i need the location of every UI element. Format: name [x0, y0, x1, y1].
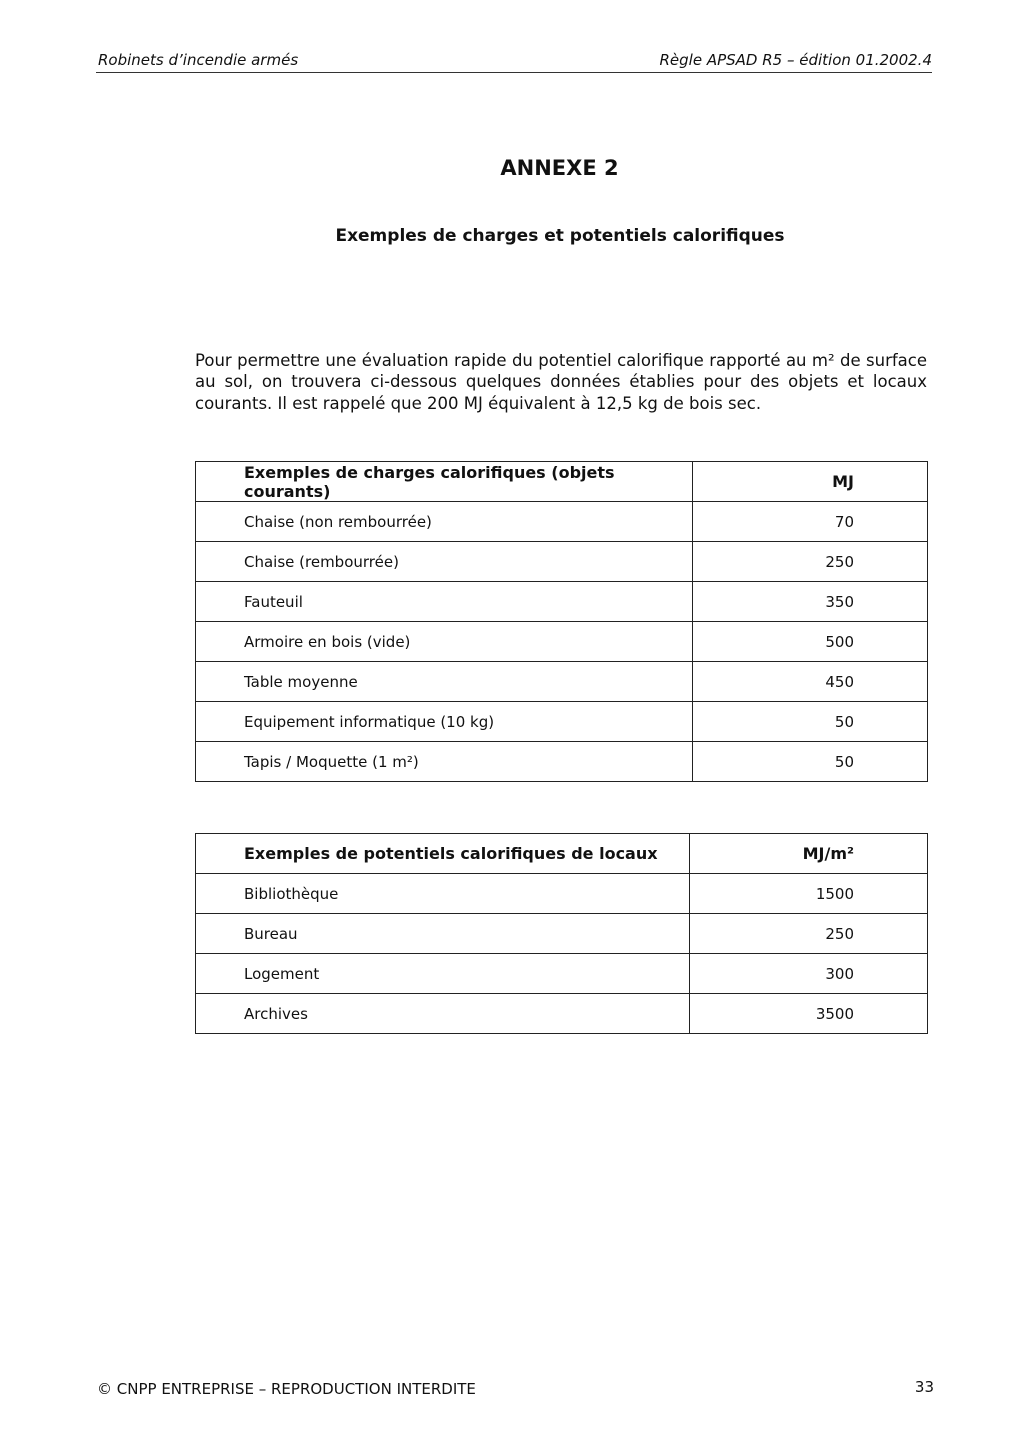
column-header-label: Exemples de potentiels calorifiques de locaux [196, 834, 690, 874]
column-header-unit: MJ [693, 462, 928, 502]
row-value: 1500 [689, 874, 927, 914]
table-row [196, 914, 928, 954]
row-value: 250 [693, 542, 928, 582]
row-value: 300 [689, 954, 927, 994]
row-label: Equipement informatique (10 kg) [196, 702, 693, 742]
table-row [196, 874, 928, 914]
table-row [196, 542, 928, 582]
running-header [96, 50, 932, 73]
table-row [196, 954, 928, 994]
row-value: 450 [693, 662, 928, 702]
table-row [196, 742, 928, 782]
table-row [196, 994, 928, 1034]
table-row [196, 502, 928, 542]
table-row [196, 702, 928, 742]
row-label: Bibliothèque [196, 874, 690, 914]
table-header-row [196, 462, 928, 502]
row-value: 350 [693, 582, 928, 622]
calorific-charges-table [195, 461, 928, 782]
header-edition: Règle APSAD R5 – édition 01.2002.4 [659, 51, 932, 69]
intro-paragraph: Pour permettre une évaluation rapide du potentiel calorifique rapporté au m² de surface au sol, on trouvera ci-dessous quelques données établies pour des objets et locaux courants. Il est rappelé que 200 MJ équivalent à 12,5 kg de bois sec. [195, 350, 927, 413]
annex-subtitle: Exemples de charges et potentiels calorifiques [335, 226, 785, 246]
row-value: 250 [689, 914, 927, 954]
row-label: Table moyenne [196, 662, 693, 702]
footer-copyright: © CNPP ENTREPRISE – REPRODUCTION INTERDITE [97, 1380, 476, 1398]
row-value: 500 [693, 622, 928, 662]
row-value: 50 [693, 702, 928, 742]
row-label: Bureau [196, 914, 690, 954]
row-label: Tapis / Moquette (1 m²) [196, 742, 693, 782]
table-row [196, 582, 928, 622]
row-label: Archives [196, 994, 690, 1034]
row-value: 3500 [689, 994, 927, 1034]
row-label: Fauteuil [196, 582, 693, 622]
row-label: Chaise (rembourrée) [196, 542, 693, 582]
table-row [196, 662, 928, 702]
calorific-potentials-table [195, 833, 928, 1034]
page-number: 33 [914, 1378, 934, 1396]
header-document-title: Robinets d’incendie armés [98, 51, 299, 69]
annex-title: ANNEXE 2 [500, 156, 619, 180]
row-value: 70 [693, 502, 928, 542]
row-value: 50 [693, 742, 928, 782]
row-label: Armoire en bois (vide) [196, 622, 693, 662]
table-row [196, 622, 928, 662]
column-header-unit: MJ/m² [689, 834, 927, 874]
row-label: Chaise (non rembourrée) [196, 502, 693, 542]
table-header-row [196, 834, 928, 874]
row-label: Logement [196, 954, 690, 994]
column-header-label: Exemples de charges calorifiques (objets courants) [196, 462, 693, 502]
